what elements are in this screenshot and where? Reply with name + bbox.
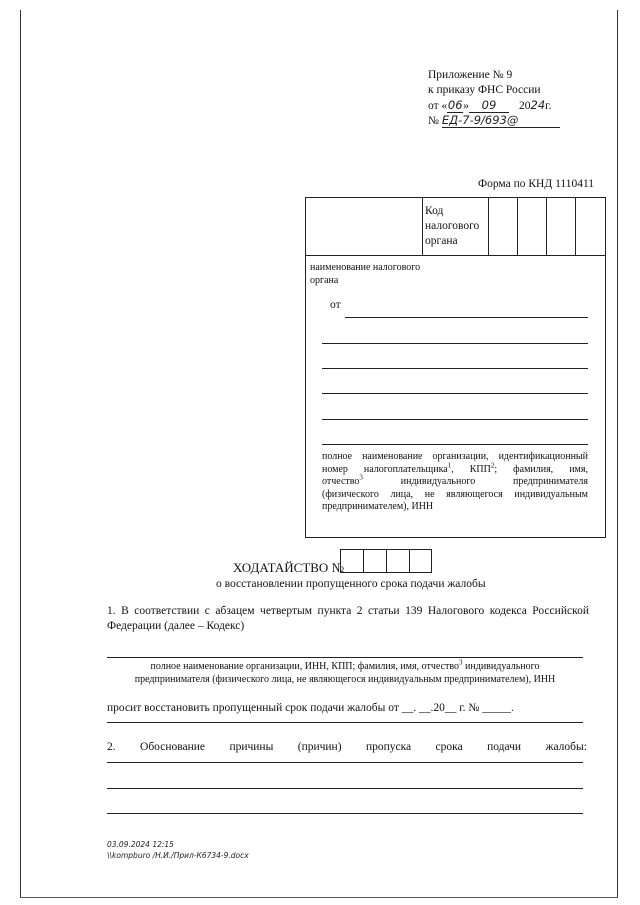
code-digit-cell (517, 197, 518, 255)
footer-file-path: \\kompburo /Н.И./Прил-К6734-9.docx (107, 851, 249, 860)
petition-heading: ХОДАТАЙСТВО № (233, 560, 344, 575)
handwritten-order-number: ЕД-7-9/693@ (442, 113, 560, 128)
reason-line (107, 813, 583, 814)
code-label-line-2: налогового (425, 220, 480, 232)
code-digit-cell (575, 197, 576, 255)
handwritten-month: 09 (469, 98, 509, 113)
applicant-line (322, 444, 588, 445)
authority-name-label-2: органа (310, 275, 339, 286)
from-line (345, 317, 588, 318)
request-line: просит восстановить пропущенный срок подачи жалобы от __. __.20__ г. № _____. (107, 702, 514, 714)
code-label-cell (422, 197, 423, 255)
petition-number-cell (386, 549, 387, 573)
appendix-date: от «06» 09 2024г. (428, 98, 552, 112)
paragraph-1-line-1: 1. В соответствии с абзацем четвертым пункта 2 статьи 139 Налогового кодекса Российской (107, 605, 589, 617)
reason-line (107, 788, 583, 789)
applicant-name-line (107, 657, 583, 658)
form-code: Форма по КНД 1110411 (478, 178, 595, 190)
petition-number-cell (363, 549, 364, 573)
appendix-line-1: Приложение № 9 (428, 69, 513, 81)
paragraph-2: 2. Обоснование причины (причин) пропуска срока подачи жалобы: (107, 741, 587, 753)
reason-line (107, 762, 583, 763)
petition-number-cell (409, 549, 410, 573)
applicant-caption: полное наименование организации, идентификационный номер налогоплательщика$^1$, КПП$^2$; фамилия, имя, отчество$^3$ индивидуального предпринимателя (физического лица, не являющегося индивидуальным предпринимателем), ИНН (322, 451, 588, 512)
code-label-line-1: Код (425, 205, 444, 217)
code-digit-cell (546, 197, 547, 255)
paragraph-1-line-2: Федерации (далее – Кодекс) (107, 620, 245, 632)
handwritten-year: 24 (530, 98, 546, 112)
code-digit-cell (488, 197, 489, 255)
request-underline (107, 722, 583, 723)
appendix-line-2: к приказу ФНС России (428, 84, 541, 96)
petition-subtitle: о восстановлении пропущенного срока подачи жалобы (216, 578, 486, 590)
applicant-caption-2-line-2: предпринимателя (физического лица, не являющегося индивидуальным предпринимателем), ИНН (134, 674, 556, 685)
box-divider (305, 255, 606, 256)
appendix-number: № ЕД-7-9/693@ (428, 113, 560, 128)
applicant-line (322, 343, 588, 344)
footer-timestamp: 03.09.2024 12:15 (107, 840, 174, 849)
handwritten-day: 06 (447, 98, 463, 112)
from-label: от (330, 299, 341, 311)
applicant-caption-2-line-1: полное наименование организации, ИНН, КПП; фамилия, имя, отчество$^3$ индивидуального (150, 658, 540, 672)
applicant-line (322, 368, 588, 369)
applicant-line (322, 393, 588, 394)
authority-name-label-1: наименование налогового (310, 262, 421, 273)
applicant-line (322, 419, 588, 420)
code-label-line-3: органа (425, 235, 458, 247)
